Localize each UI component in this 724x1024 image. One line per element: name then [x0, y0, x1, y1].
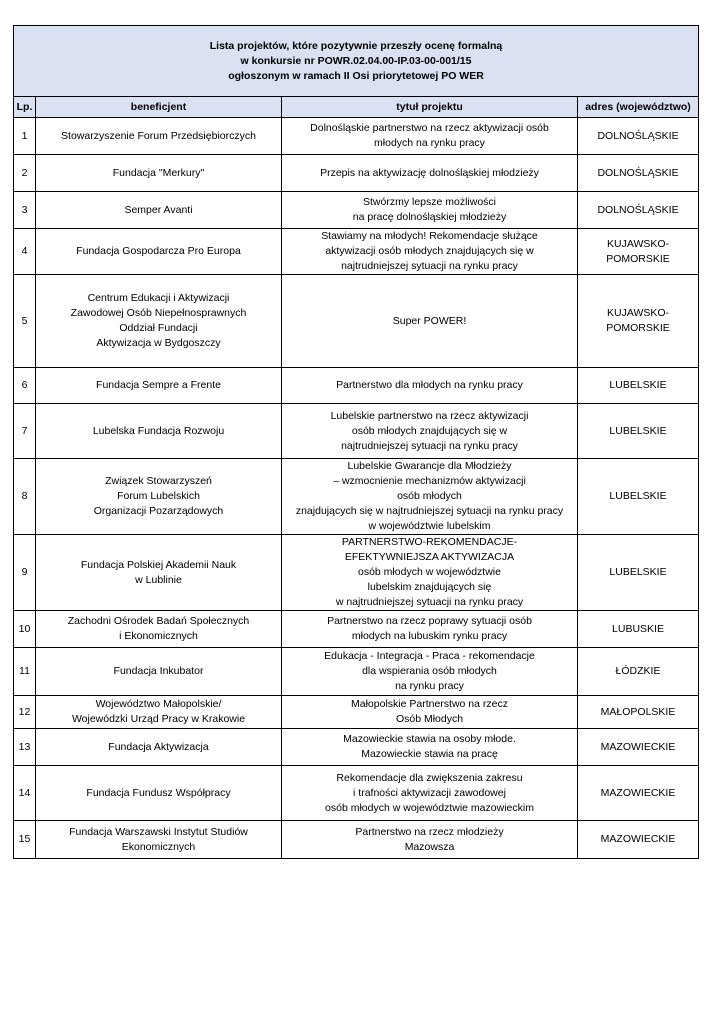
title-line-3: ogłoszonym w ramach II Osi priorytetowej PO WER [228, 69, 484, 82]
cell-lp: 15 [14, 821, 36, 859]
cell-adres: KUJAWSKO-POMORSKIE [578, 229, 699, 275]
cell-tytul: Stawiamy na młodych! Rekomendacje służące aktywizacji osób młodych znajdujących się w najtrudniejszej sytuacji na rynku pracy [282, 229, 578, 275]
cell-tytul: Lubelskie Gwarancje dla Młodzieży – wzmocnienie mechanizmów aktywizacji osób młodych znajdujących się w najtrudniejszej sytuacji na rynku pracy w województwie lubelskim [282, 459, 578, 535]
cell-lp: 5 [14, 275, 36, 368]
cell-beneficjent: Fundacja Inkubator [36, 648, 282, 696]
table-row [14, 766, 699, 821]
cell-tytul: Lubelskie partnerstwo na rzecz aktywizacji osób młodych znajdujących się w najtrudniejszej sytuacji na rynku pracy [282, 404, 578, 459]
cell-beneficjent: Centrum Edukacji i Aktywizacji Zawodowej Osób Niepełnosprawnych Oddział Fundacji Aktywizacja w Bydgoszczy [36, 275, 282, 368]
cell-adres: KUJAWSKO-POMORSKIE [578, 275, 699, 368]
cell-adres: MAZOWIECKIE [578, 729, 699, 766]
table-row [14, 404, 699, 459]
cell-lp: 11 [14, 648, 36, 696]
table-row [14, 118, 699, 155]
cell-beneficjent: Fundacja "Merkury" [36, 155, 282, 192]
cell-lp: 2 [14, 155, 36, 192]
table-body [14, 118, 699, 859]
table-row [14, 696, 699, 729]
cell-lp: 4 [14, 229, 36, 275]
cell-beneficjent: Lubelska Fundacja Rozwoju [36, 404, 282, 459]
header-tytul: tytuł projektu [282, 97, 578, 118]
cell-beneficjent: Fundacja Sempre a Frente [36, 368, 282, 404]
cell-adres: MAŁOPOLSKIE [578, 696, 699, 729]
cell-adres: LUBELSKIE [578, 368, 699, 404]
cell-beneficjent: Fundacja Warszawski Instytut Studiów Ekonomicznych [36, 821, 282, 859]
cell-tytul: PARTNERSTWO-REKOMENDACJE- EFEKTYWNIEJSZA AKTYWIZACJA osób młodych w województwie lubelskim znajdujących się w najtrudniejszej sytuacji na rynku pracy [282, 535, 578, 611]
projects-table [13, 25, 699, 859]
table-row [14, 821, 699, 859]
cell-adres: MAZOWIECKIE [578, 766, 699, 821]
cell-adres: LUBELSKIE [578, 535, 699, 611]
cell-beneficjent: Fundacja Gospodarcza Pro Europa [36, 229, 282, 275]
cell-adres: MAZOWIECKIE [578, 821, 699, 859]
cell-tytul: Partnerstwo dla młodych na rynku pracy [282, 368, 578, 404]
cell-lp: 6 [14, 368, 36, 404]
table-row [14, 729, 699, 766]
cell-beneficjent: Fundacja Polskiej Akademii Nauk w Lublinie [36, 535, 282, 611]
cell-adres: LUBELSKIE [578, 404, 699, 459]
table-row [14, 611, 699, 648]
header-beneficjent: beneficjent [36, 97, 282, 118]
cell-tytul: Małopolskie Partnerstwo na rzecz Osób Młodych [282, 696, 578, 729]
table-row [14, 648, 699, 696]
table-row [14, 368, 699, 404]
table-row [14, 192, 699, 229]
table-row [14, 155, 699, 192]
header-lp: Lp. [14, 97, 36, 118]
cell-tytul: Dolnośląskie partnerstwo na rzecz aktywizacji osób młodych na rynku pracy [282, 118, 578, 155]
title-line-2: w konkursie nr POWR.02.04.00-IP.03-00-001/15 [240, 54, 472, 67]
cell-beneficjent: Związek Stowarzyszeń Forum Lubelskich Organizacji Pozarządowych [36, 459, 282, 535]
cell-tytul: Partnerstwo na rzecz młodzieży Mazowsza [282, 821, 578, 859]
cell-tytul: Rekomendacje dla zwiększenia zakresu i trafności aktywizacji zawodowej osób młodych w województwie mazowieckim [282, 766, 578, 821]
cell-tytul: Mazowieckie stawia na osoby młode. Mazowieckie stawia na pracę [282, 729, 578, 766]
cell-beneficjent: Semper Avanti [36, 192, 282, 229]
cell-lp: 1 [14, 118, 36, 155]
cell-lp: 7 [14, 404, 36, 459]
cell-beneficjent: Zachodni Ośrodek Badań Społecznych i Ekonomicznych [36, 611, 282, 648]
cell-beneficjent: Fundacja Aktywizacja [36, 729, 282, 766]
table-row [14, 459, 699, 535]
cell-beneficjent: Województwo Małopolskie/ Wojewódzki Urząd Pracy w Krakowie [36, 696, 282, 729]
cell-adres: DOLNOŚLĄSKIE [578, 118, 699, 155]
cell-adres: LUBELSKIE [578, 459, 699, 535]
cell-adres: LUBUSKIE [578, 611, 699, 648]
cell-tytul: Partnerstwo na rzecz poprawy sytuacji osób młodych na lubuskim rynku pracy [282, 611, 578, 648]
table-row [14, 229, 699, 275]
title-line-1: Lista projektów, które pozytywnie przeszły ocenę formalną [209, 39, 503, 52]
table-row [14, 535, 699, 611]
table-title [14, 26, 699, 97]
cell-tytul: Super POWER! [282, 275, 578, 368]
cell-tytul: Stwórzmy lepsze możliwości na pracę dolnośląskiej młodzieży [282, 192, 578, 229]
cell-tytul: Przepis na aktywizację dolnośląskiej młodzieży [282, 155, 578, 192]
cell-lp: 8 [14, 459, 36, 535]
cell-lp: 12 [14, 696, 36, 729]
cell-lp: 14 [14, 766, 36, 821]
cell-adres: ŁÓDZKIE [578, 648, 699, 696]
header-adres: adres (województwo) [578, 97, 699, 118]
cell-lp: 9 [14, 535, 36, 611]
cell-adres: DOLNOŚLĄSKIE [578, 192, 699, 229]
table-row [14, 275, 699, 368]
cell-lp: 13 [14, 729, 36, 766]
cell-beneficjent: Fundacja Fundusz Współpracy [36, 766, 282, 821]
cell-lp: 10 [14, 611, 36, 648]
cell-lp: 3 [14, 192, 36, 229]
cell-beneficjent: Stowarzyszenie Forum Przedsiębiorczych [36, 118, 282, 155]
cell-tytul: Edukacja - Integracja - Praca - rekomendacje dla wspierania osób młodych na rynku pracy [282, 648, 578, 696]
cell-adres: DOLNOŚLĄSKIE [578, 155, 699, 192]
